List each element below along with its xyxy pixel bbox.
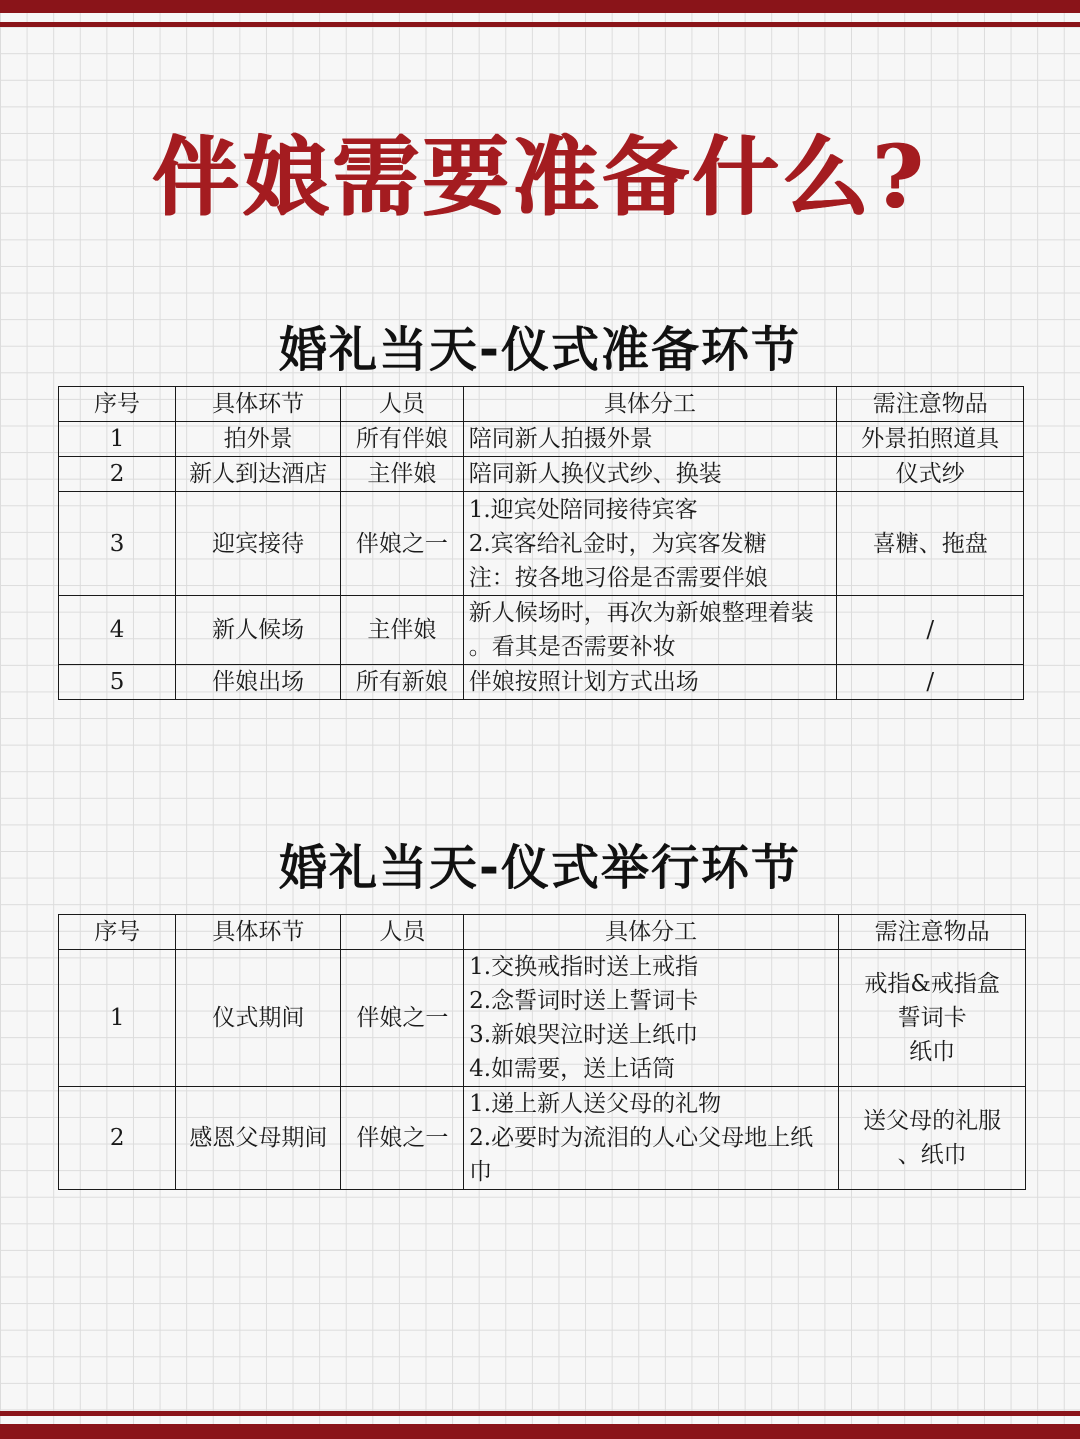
item-line: 纸巾 (909, 1039, 956, 1065)
task-line: 巾 (469, 1159, 493, 1185)
task-line: 1.递上新人送父母的礼物 (469, 1091, 722, 1117)
row-step: 新人到达酒店 (176, 457, 341, 492)
row-step: 仪式期间 (176, 950, 341, 1087)
row-number: 5 (59, 665, 176, 700)
item-line: 戒指&戒指盒 (864, 971, 1000, 997)
row-step: 感恩父母期间 (176, 1087, 341, 1190)
header-cell: 具体分工 (464, 915, 839, 950)
row-person: 所有新娘 (341, 665, 464, 700)
header-cell: 需注意物品 (839, 915, 1026, 950)
row-person: 主伴娘 (341, 596, 464, 665)
task-line: 2.宾客给礼金时，为宾客发糖 (468, 530, 767, 557)
row-items (837, 457, 1024, 492)
ceremony-table (58, 914, 1026, 1190)
row-tasks (463, 492, 837, 596)
row-items (837, 422, 1024, 457)
table-row (59, 1087, 1026, 1190)
table-row (59, 492, 1024, 596)
row-items (837, 596, 1024, 665)
row-number: 1 (59, 950, 176, 1087)
table-row (59, 457, 1024, 492)
top-border-line (0, 22, 1080, 27)
table-header-row (59, 915, 1026, 950)
row-tasks (463, 665, 837, 700)
item-line: / (926, 617, 935, 643)
task-line: 注：按各地习俗是否需要伴娘 (468, 564, 768, 591)
row-number: 1 (59, 422, 176, 457)
header-cell: 具体环节 (176, 387, 341, 422)
table-header-row (59, 387, 1024, 422)
row-number: 2 (59, 1087, 176, 1190)
row-tasks (463, 422, 837, 457)
row-items (837, 492, 1024, 596)
task-line: 。看其是否需要补妆 (468, 634, 676, 660)
bottom-border-line (0, 1411, 1080, 1416)
section-title-preparation: 婚礼当天-仪式准备环节 (279, 322, 801, 378)
bottom-border-band (0, 1424, 1080, 1439)
row-tasks (463, 457, 837, 492)
row-tasks (464, 1087, 839, 1190)
page-title: 伴娘需要准备什么? (152, 127, 928, 228)
row-number: 4 (59, 596, 176, 665)
row-number: 2 (59, 457, 176, 492)
task-line: 1.交换戒指时送上戒指 (469, 954, 699, 980)
header-cell: 人员 (341, 915, 464, 950)
top-border-band (0, 0, 1080, 13)
row-person: 伴娘之一 (341, 1087, 464, 1190)
table-row (59, 422, 1024, 457)
row-person: 主伴娘 (341, 457, 464, 492)
item-line: 仪式纱 (895, 461, 965, 487)
row-person: 伴娘之一 (341, 492, 464, 596)
header-cell: 需注意物品 (837, 387, 1024, 422)
row-step: 拍外景 (176, 422, 341, 457)
header-cell: 具体环节 (176, 915, 341, 950)
task-line: 1.迎宾处陪同接待宾客 (468, 496, 698, 523)
task-line: 伴娘按照计划方式出场 (468, 669, 699, 695)
row-tasks (463, 596, 837, 665)
task-line: 陪同新人换仪式纱、换装 (468, 461, 722, 487)
table-row (59, 665, 1024, 700)
header-cell: 具体分工 (463, 387, 837, 422)
item-line: 誓词卡 (897, 1005, 967, 1031)
item-line: 、纸巾 (897, 1142, 967, 1168)
task-line: 3.新娘哭泣时送上纸巾 (469, 1022, 699, 1048)
item-line: 外景拍照道具 (861, 426, 1000, 452)
task-line: 新人候场时，再次为新娘整理着装 (468, 600, 814, 626)
header-cell: 序号 (59, 915, 176, 950)
task-line: 2.必要时为流泪的人心父母地上纸 (469, 1125, 814, 1151)
row-step: 新人候场 (176, 596, 341, 665)
item-line: 喜糖、拖盘 (872, 530, 988, 557)
task-line: 2.念誓词时送上誓词卡 (469, 988, 699, 1014)
item-line: / (926, 669, 935, 695)
row-tasks (464, 950, 839, 1087)
header-cell: 人员 (341, 387, 464, 422)
row-step: 迎宾接待 (176, 492, 341, 596)
task-line: 陪同新人拍摄外景 (468, 426, 653, 452)
row-number: 3 (59, 492, 176, 596)
row-person: 所有伴娘 (341, 422, 464, 457)
row-items (837, 665, 1024, 700)
row-step: 伴娘出场 (176, 665, 341, 700)
row-items (839, 1087, 1026, 1190)
item-line: 送父母的礼服 (863, 1108, 1002, 1134)
section-title-ceremony: 婚礼当天-仪式举行环节 (279, 840, 801, 896)
header-cell: 序号 (59, 387, 176, 422)
row-person: 伴娘之一 (341, 950, 464, 1087)
task-line: 4.如需要，送上话筒 (469, 1056, 676, 1082)
preparation-table (58, 386, 1024, 700)
table-row (59, 950, 1026, 1087)
table-row (59, 596, 1024, 665)
row-items (839, 950, 1026, 1087)
